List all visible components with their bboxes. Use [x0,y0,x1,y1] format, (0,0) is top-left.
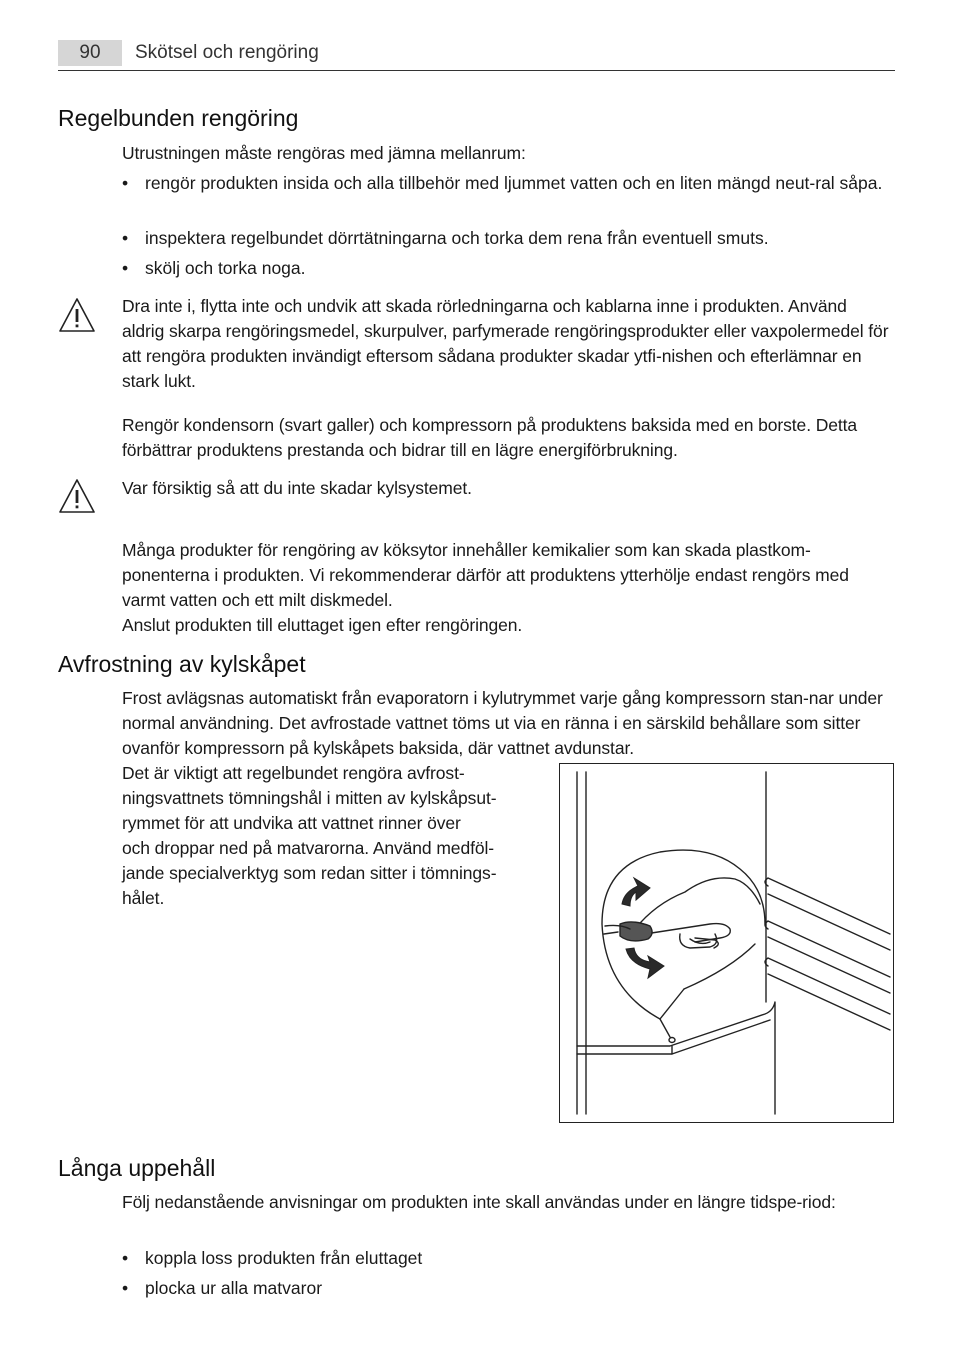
list-item [122,171,892,196]
running-header: Skötsel och rengöring [135,42,319,63]
warning-triangle-icon [58,297,96,333]
paragraph-defrost-auto: Frost avlägsnas automatiskt från evaporatorn i kylutrymmet varje gång kompressorn stan-nar under normal användning. Det avfrostade vattnet töms ut via en ränna i en särskild behållare som sitter ovanför kompressorn på kylskåpets baksida, där vattnet avdunstar. [122,688,883,758]
list-item-text: plocka ur alla matvaror [145,1278,323,1298]
text-line: jande specialverktyg som redan sitter i tömnings- [122,863,497,883]
list-item-text: skölj och torka noga. [145,258,306,278]
bullet: • [122,1278,129,1298]
defrost-drain-illustration [559,763,894,1123]
text-line: och droppar ned på matvarorna. Använd medföl- [122,838,494,858]
section-title-defrosting: Avfrostning av kylskåpet [58,651,306,677]
warning-text-cooling-system: Var försiktig så att du inte skadar kylsystemet. [122,478,472,498]
section-title-regular-cleaning: Regelbunden rengöring [58,105,299,131]
page-number: 90 [58,40,122,66]
paragraph-condenser: Rengör kondensorn (svart galler) och kompressorn på produktens baksida med en borste. Detta förbättrar produktens prestanda och bidrar till en lägre energiförbrukning. [122,415,858,460]
list-item [122,256,892,281]
section-title-long-pauses: Långa uppehåll [58,1155,216,1181]
warning-text-pipes: Dra inte i, flytta inte och undvik att skada rörledningarna och kablarna inne i produkten. Använd aldrig skarpa rengöringsmedel, skurpulver, parfymerade rengöringsprodukter eller vaxpolermedel för att rengöra produkten invändigt eftersom sådana produkter skadar ytfi-nishen och efterlämnar en stark lukt. [122,296,889,391]
intro-text: Utrustningen måste rengöras med jämna mellanrum: [122,143,526,163]
warning-triangle-icon [58,478,96,514]
text-line: ningsvattnets tömningshål i mitten av kylskåpsut- [122,788,497,808]
list-item-text: inspektera regelbundet dörrtätningarna och torka dem rena från eventuell smuts. [145,228,769,248]
header-rule [58,70,895,71]
text-line: rymmet för att undvika att vattnet rinner över [122,813,461,833]
text-line: hålet. [122,888,165,908]
text-line: Det är viktigt att regelbundet rengöra avfrost- [122,763,465,783]
bullet: • [122,1248,129,1268]
list-item [122,1276,892,1301]
paragraph-drain-hole [122,761,552,911]
list-item-text: koppla loss produkten från eluttaget [145,1248,423,1268]
paragraph-reconnect: Anslut produkten till eluttaget igen efter rengöringen. [122,615,523,635]
paragraph-chemicals: Många produkter för rengöring av köksytor innehåller kemikalier som kan skada plastkom-ponenterna i produkten. Vi rekommenderar därför att produktens ytterhölje endast rengörs med varmt vatten och ett milt diskmedel. [122,540,849,610]
list-item [122,1246,892,1271]
list-item [122,226,892,251]
fridge-interior-drawing [560,764,893,1122]
bullet: • [122,173,129,193]
list-item-text: rengör produkten insida och alla tillbehör med ljummet vatten och en liten mängd neut-ral såpa. [145,173,883,193]
bullet: • [122,228,129,248]
intro-text-long-pauses: Följ nedanstående anvisningar om produkten inte skall användas under en längre tidspe-riod: [122,1192,836,1212]
bullet: • [122,258,129,278]
